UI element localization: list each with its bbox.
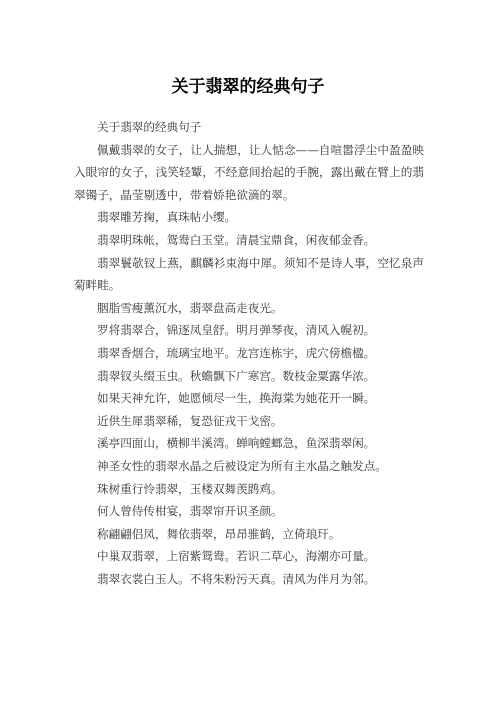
paragraph: 神圣女性的翡翠水晶之后被设定为所有主水晶之触发点。 <box>97 458 387 473</box>
paragraph: 中巢双翡翠，上宿紫鸳鸯。若识二草心，海潮亦可量。 <box>97 549 376 564</box>
paragraph-subtitle: 关于翡翠的经典句子 <box>97 120 202 134</box>
paragraph: 何人曾侍传柑宴，翡翠帘开识圣颜。 <box>97 504 283 519</box>
paragraph: 翡翠钗头缀玉虫。秋蟾飘下广寒宫。数枝金粟露华浓。 <box>97 368 376 383</box>
paragraph: 近供生犀翡翠稀，复恐征戎干戈密。 <box>97 413 283 428</box>
paragraph: 称翩翩侣凤，舞依翡翠，昂昂骓鹤，立倚琅玕。 <box>97 526 341 541</box>
paragraph: 翡翠鬟欹钗上燕，麒麟衫束海中犀。须知不是诗人事，空忆泉声菊畔畦。 <box>74 255 424 293</box>
paragraph: 溪亭四面山，横柳半溪湾。蝉响螳螂急，鱼深翡翠闲。 <box>97 436 376 451</box>
paragraph: 罗将翡翠合，锦逐凤皇舒。明月弹琴夜，清风入幌初。 <box>97 323 376 338</box>
paragraph: 翡翠明珠帐，鸳鸯白玉堂。清晨宝鼎食，闲夜郁金香。 <box>97 232 376 247</box>
paragraph: 珠树重行怜翡翠，玉楼双舞羡鹍鸡。 <box>97 481 283 496</box>
page-title: 关于翡翠的经典句子 <box>171 77 325 97</box>
paragraph: 翡翠香烟合，琉璃宝地平。龙宫连栋宇，虎穴傍檐楹。 <box>97 345 376 360</box>
document-body <box>74 116 424 590</box>
paragraph: 翡翠衣裳白玉人。不将朱粉污天真。清风为伴月为邻。 <box>97 571 376 586</box>
paragraph: 胭脂雪瘦薰沉水，翡翠盘高走夜光。 <box>97 300 283 315</box>
paragraph: 佩戴翡翠的女子，让人揣想，让人惦念——自喧嚣浮尘中盈盈映入眼帘的女子，浅笑轻颦，不经意间抬起的手腕，露出戴在臂上的翡翠镯子，晶莹剔透中，带着娇艳欲滴的翠。 <box>74 142 424 202</box>
paragraph: 如果天神允许，她愿倾尽一生，换海棠为她花开一瞬。 <box>97 391 376 406</box>
paragraph: 翡翠雕芳掬，真珠帖小缨。 <box>97 210 237 225</box>
